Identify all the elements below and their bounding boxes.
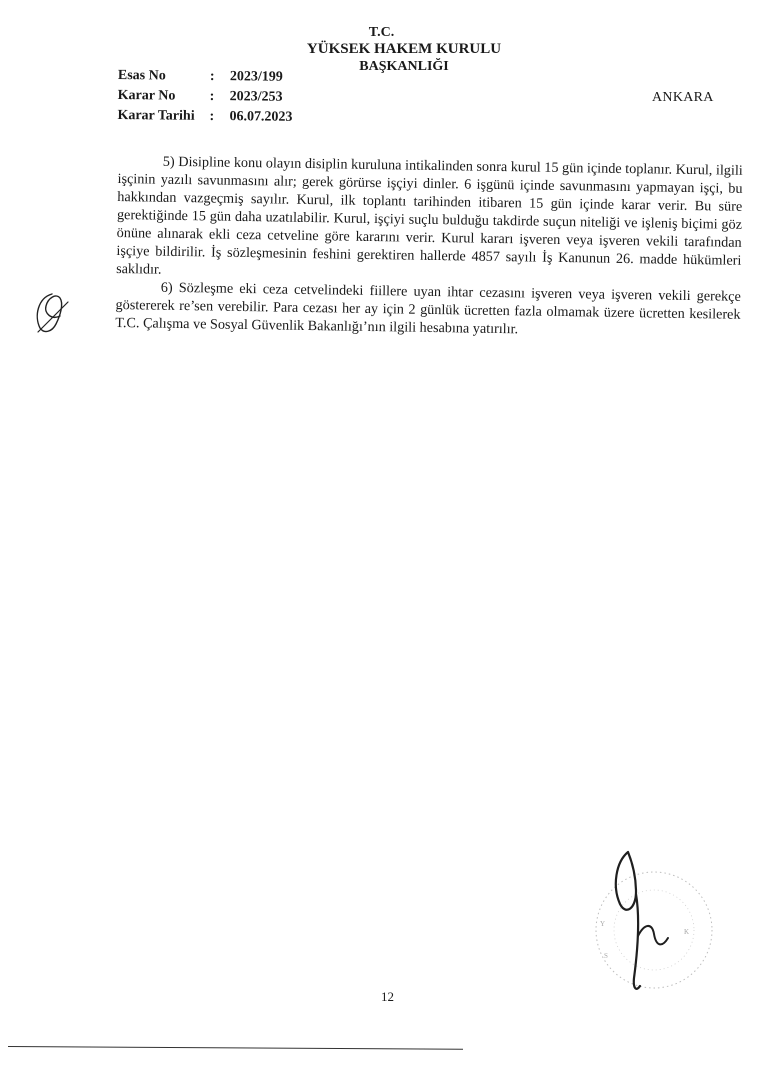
paragraph-5: 5) Disipline konu olayın disiplin kuruluna intikalinden sonra kurul 15 gün içinde toplanır. Kurul, ilgili işçinin yazılı savunmasını alır; gerek görürse işçiyi dinler. 6 işgünü içinde savunmasını yapmayan işçi, bu hakkından vazgeçmiş sayılır. Kurul, ilk toplantı tarihinden itibaren 15 gün içinde karar verir. Bu süre gerektiğinde 15 gün daha uzatılabilir. Kurul, işçiyi suçlu bulduğu takdirde suçun niteliği ve işleniş biçimi göz önüne alınarak ekli ceza cetveline göre kararını verir. Kurul kararı işveren veya işveren vekili tarafından işçiye bildirilir. İş sözleşmesinin feshini gerektiren hallerde 4857 sayılı İş Kanunun 26. madde hükümleri saklıdır.	[116, 153, 743, 278]
body-text	[115, 152, 743, 342]
document-header	[0, 24, 763, 75]
meta-value: 06.07.2023	[229, 109, 293, 125]
header-institution: YÜKSEK HAKEM KURULU	[306, 41, 502, 57]
paragraph-6: 6) Sözleşme eki ceza cetvelindeki fiillere uyan ihtar cezasını işveren veya işveren vekili gerekçe göstererek re’sen verebilir. Para cezası her ay için 2 günlük ücretten fazla olmamak üzere ücretten kesilerek T.C. Çalışma ve Sosyal Güvenlik Bakanlığı’nın ilgili hesabına yatırılır.	[115, 279, 741, 338]
meta-value: 2023/253	[229, 89, 283, 105]
meta-colon: :	[209, 88, 215, 105]
svg-text:K: K	[684, 928, 690, 936]
margin-initials-mark	[30, 290, 74, 336]
header-presidency: BAŞKANLIĞI	[359, 59, 449, 74]
meta-label: Esas No	[117, 67, 166, 84]
header-tc: T.C.	[368, 25, 395, 40]
meta-row-esas	[118, 66, 320, 88]
meta-label: Karar No	[117, 87, 176, 104]
svg-text:S: S	[604, 952, 608, 960]
meta-value: 2023/199	[229, 69, 283, 85]
meta-row-karar	[118, 86, 320, 108]
meta-colon: :	[209, 68, 215, 85]
meta-row-karar-tarihi	[117, 106, 319, 128]
case-meta	[117, 66, 320, 128]
meta-colon: :	[209, 108, 215, 125]
page-number: 12	[381, 989, 394, 1004]
footer-rule	[8, 1046, 463, 1050]
stamp-and-signature	[566, 838, 726, 1008]
city-label: ANKARA	[652, 90, 714, 105]
svg-text:Y: Y	[600, 920, 606, 928]
meta-label: Karar Tarihi	[117, 107, 195, 124]
